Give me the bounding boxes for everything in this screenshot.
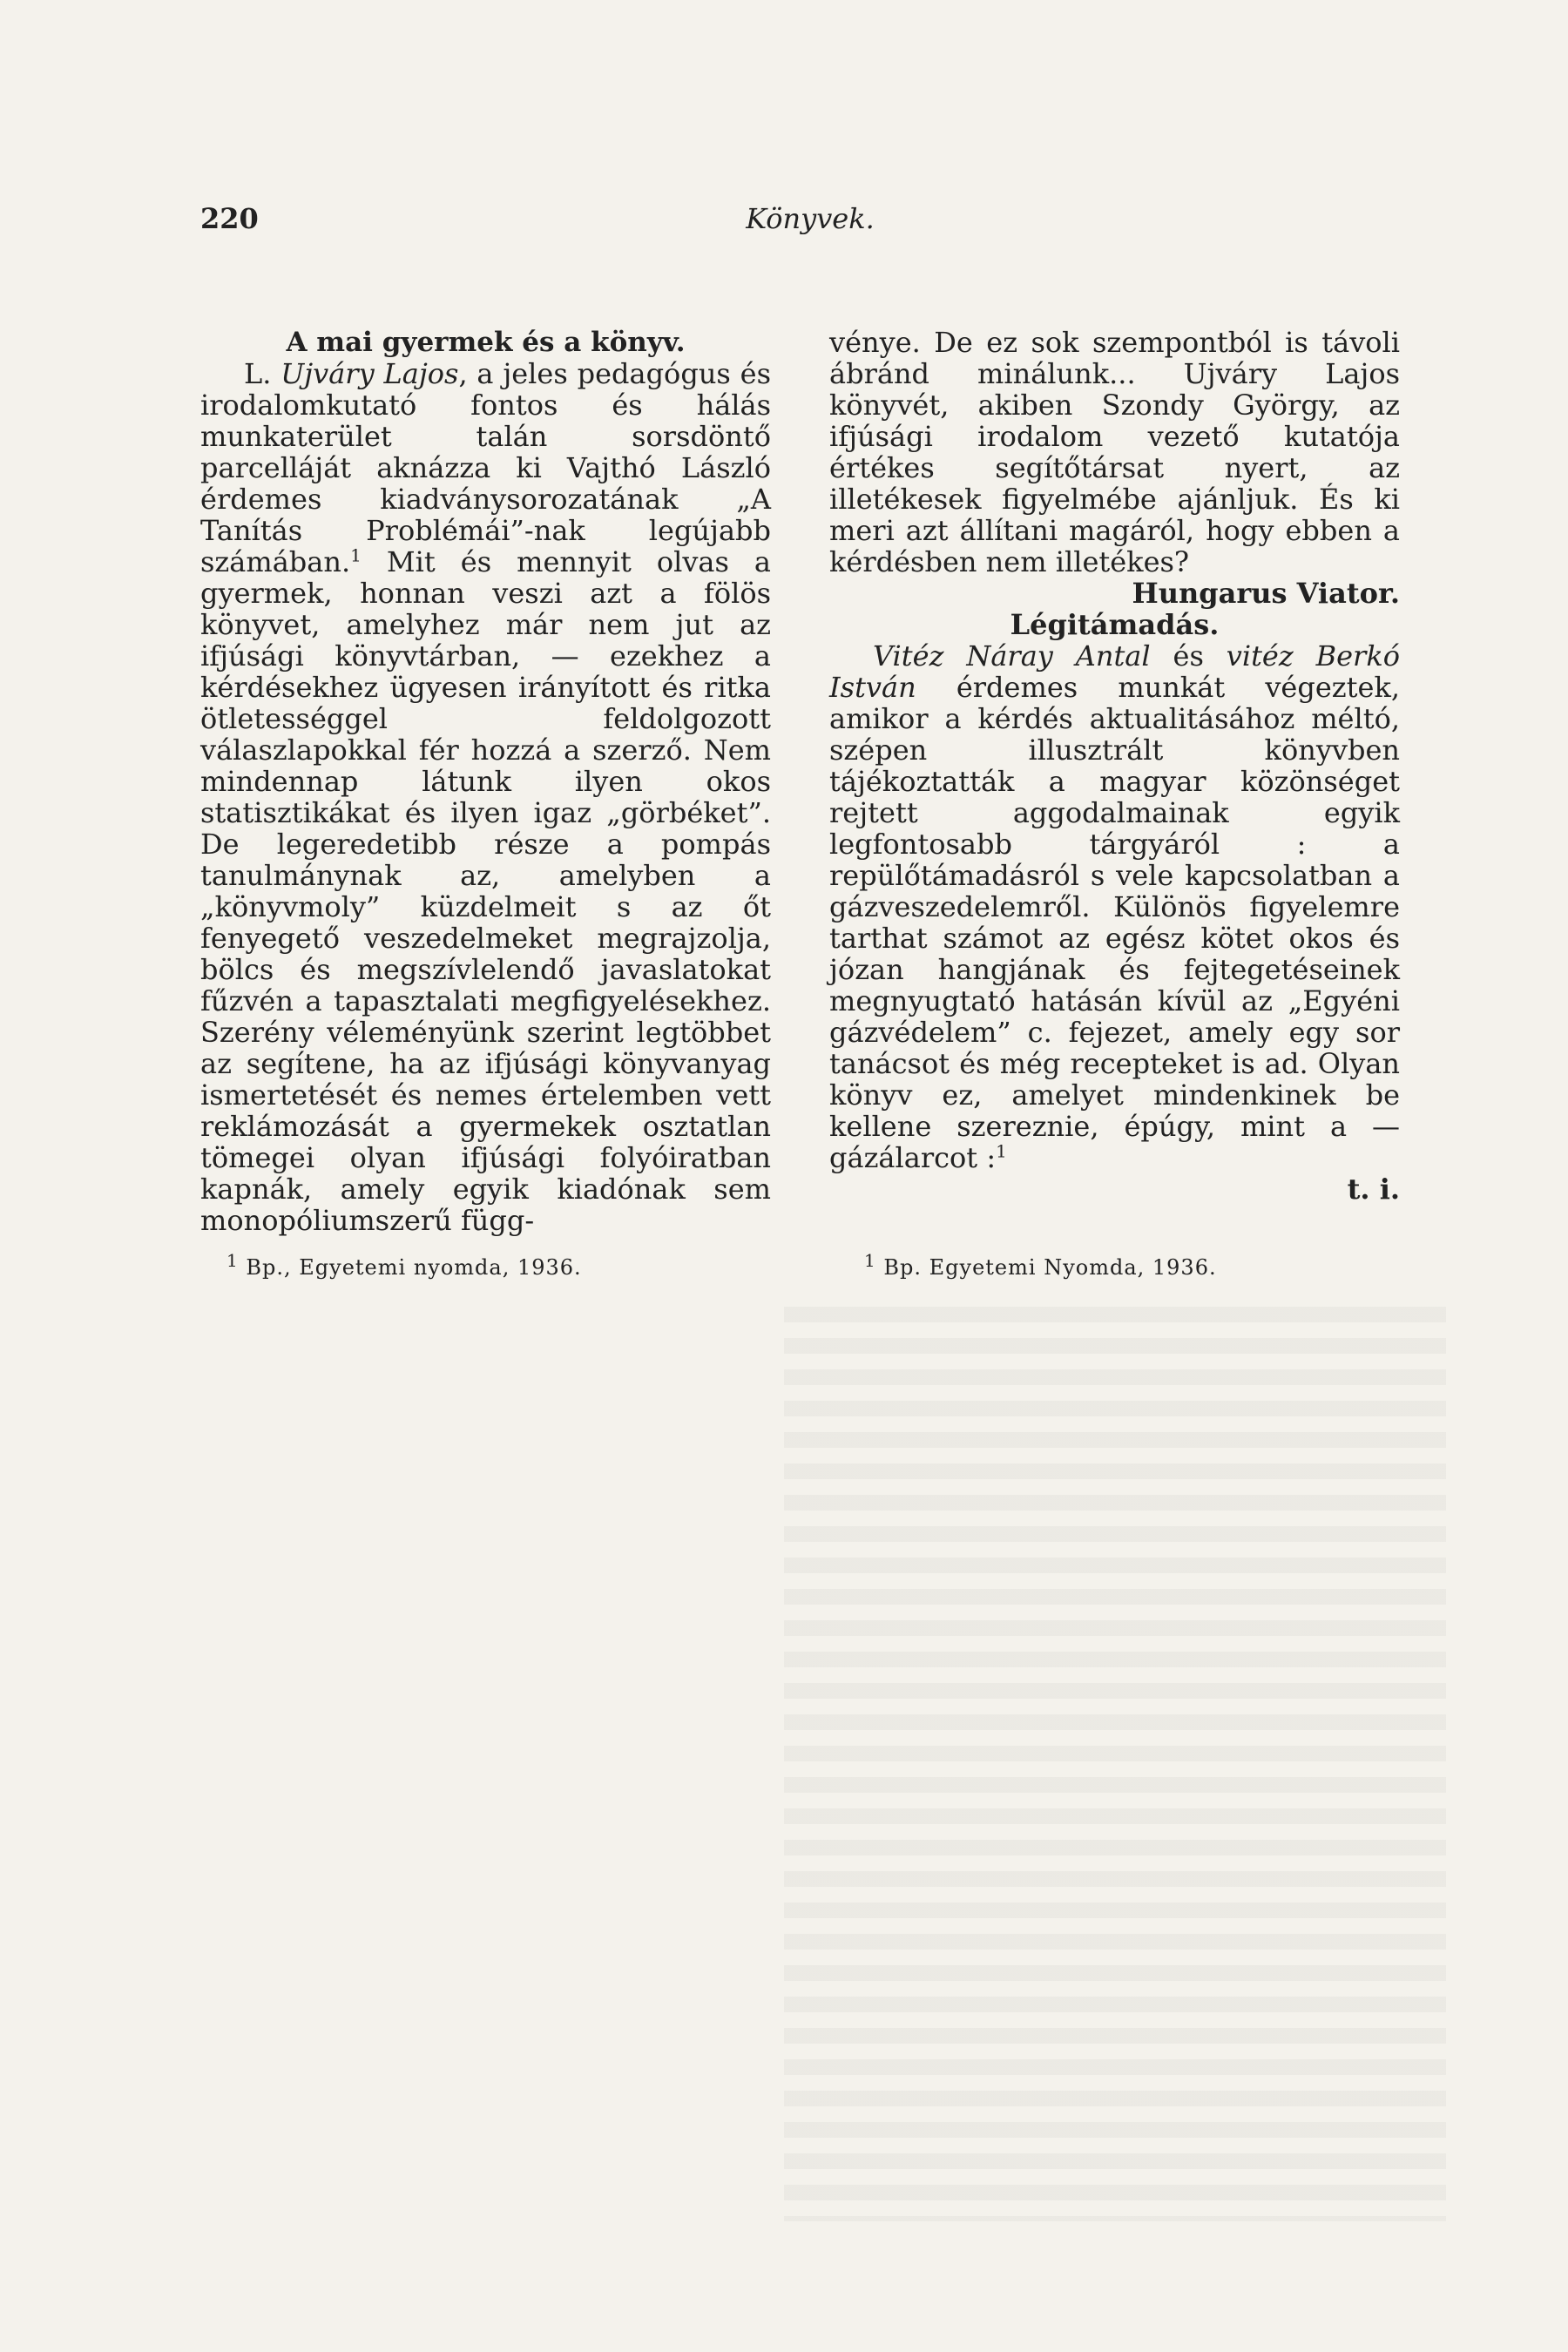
- footnote-right: [864, 1250, 1435, 1281]
- footnote-ref: 1: [996, 1140, 1007, 1162]
- paragraph-text: érdemes munkát végeztek, amikor a kérdés aktualitásához méltó, szépen illusztrált könyvben tájékoztatták a magyar közönséget rejtett aggodalmainak egyik legfontosabb tárgyáról : a repülőtámadásról s vele kapcsolatban a gázveszedelemről. Különös figyelemre tarthat számot az egész kötet okos és józan hangjának és fejtegetéseinek megnyugtató hatásán kívül az „Egyéni gázvédelem” c. fejezet, amely egy sor tanácsot és még recepteket is ad. Olyan könyv ez, amelyet mindenkinek be kellene szereznie, épúgy, mint a — gázálarcot :: [829, 671, 1400, 1174]
- signature: Hungarus Viator.: [1132, 577, 1400, 610]
- footnote-ref: 1: [350, 544, 362, 566]
- page-number: 220: [200, 202, 259, 235]
- footnote-mark: 1: [226, 1250, 239, 1271]
- review-title-right: Légitámadás.: [1010, 608, 1220, 641]
- right-column: [829, 327, 1400, 1205]
- footnote-text: Bp. Egyetemi Nyomda, 1936.: [883, 1255, 1217, 1280]
- paragraph-text: Mit és mennyit olvas a gyermek, honnan veszi azt a fölös könyvet, amelyhez már nem jut az ifjúsági könyvtárban, — ezekhez a kérdésekhez ügyesen irányított és ritka ötletességgel feldolgozott válaszlapokkal fér hozzá a szerző. Nem mindennap látunk ilyen okos statisztikákat és ilyen igaz „görbéket”. De legeredetibb része a pompás tanulmánynak az, amelyben a „könyvmoly” küzdelmeit s az őt fenyegető veszedelmeket megrajzolja, bölcs és megszívlelendő javaslatokat fűzvén a tapasztalati megfigyelésekhez. Szerény véleményünk szerint legtöbbet az segítene, ha az ifjúsági könyvanyag ismertetését és nemes értelemben vett reklámozását a gyermekek osztatlan tömegei olyan ifjúsági folyóiratban kapnák, amely egyik kiadónak sem monopóliumszerű függ-: [200, 545, 771, 1237]
- page-header: [200, 202, 1420, 237]
- signature: t. i.: [1347, 1173, 1400, 1206]
- running-title: Könyvek.: [746, 202, 875, 235]
- author-name: Vitéz Náray Antal: [873, 639, 1151, 672]
- review-paragraph-right: [829, 640, 1400, 1173]
- footnote-text: Bp., Egyetemi nyomda, 1936.: [246, 1255, 582, 1280]
- conjunction: és: [1150, 639, 1227, 672]
- review-paragraph-left: [200, 358, 771, 1236]
- paragraph-text: , a jeles pedagógus és irodalomkutató fontos és hálás munkaterület talán sorsdöntő parcelláját aknázza ki Vajthó László érdemes kiadványsorozatának „A Tanítás Problémái”-nak legújabb számában.: [200, 357, 772, 578]
- author-initial: L.: [244, 357, 272, 390]
- review-paragraph-right-continued: vénye. De ez sok szempontból is távoli ábránd minálunk... Ujváry Lajos könyvét, akiben Szondy György, az ifjúsági irodalom vezető kutatója értékes segítőtársat nyert, az illetékesek figyelmébe ajánljuk. És ki meri azt állítani magáról, hogy ebben a kérdésben nem illetékes?: [829, 326, 1400, 578]
- author-name: Ujváry Lajos: [280, 357, 459, 390]
- left-column: [200, 327, 771, 1236]
- footnote-mark: 1: [864, 1250, 876, 1271]
- author-name: vitéz Berkó István: [829, 639, 1401, 704]
- review-title-left: A mai gyermek és a könyv.: [286, 327, 686, 358]
- bleed-through-texture: [784, 1307, 1446, 2221]
- footnote-left: [226, 1250, 797, 1281]
